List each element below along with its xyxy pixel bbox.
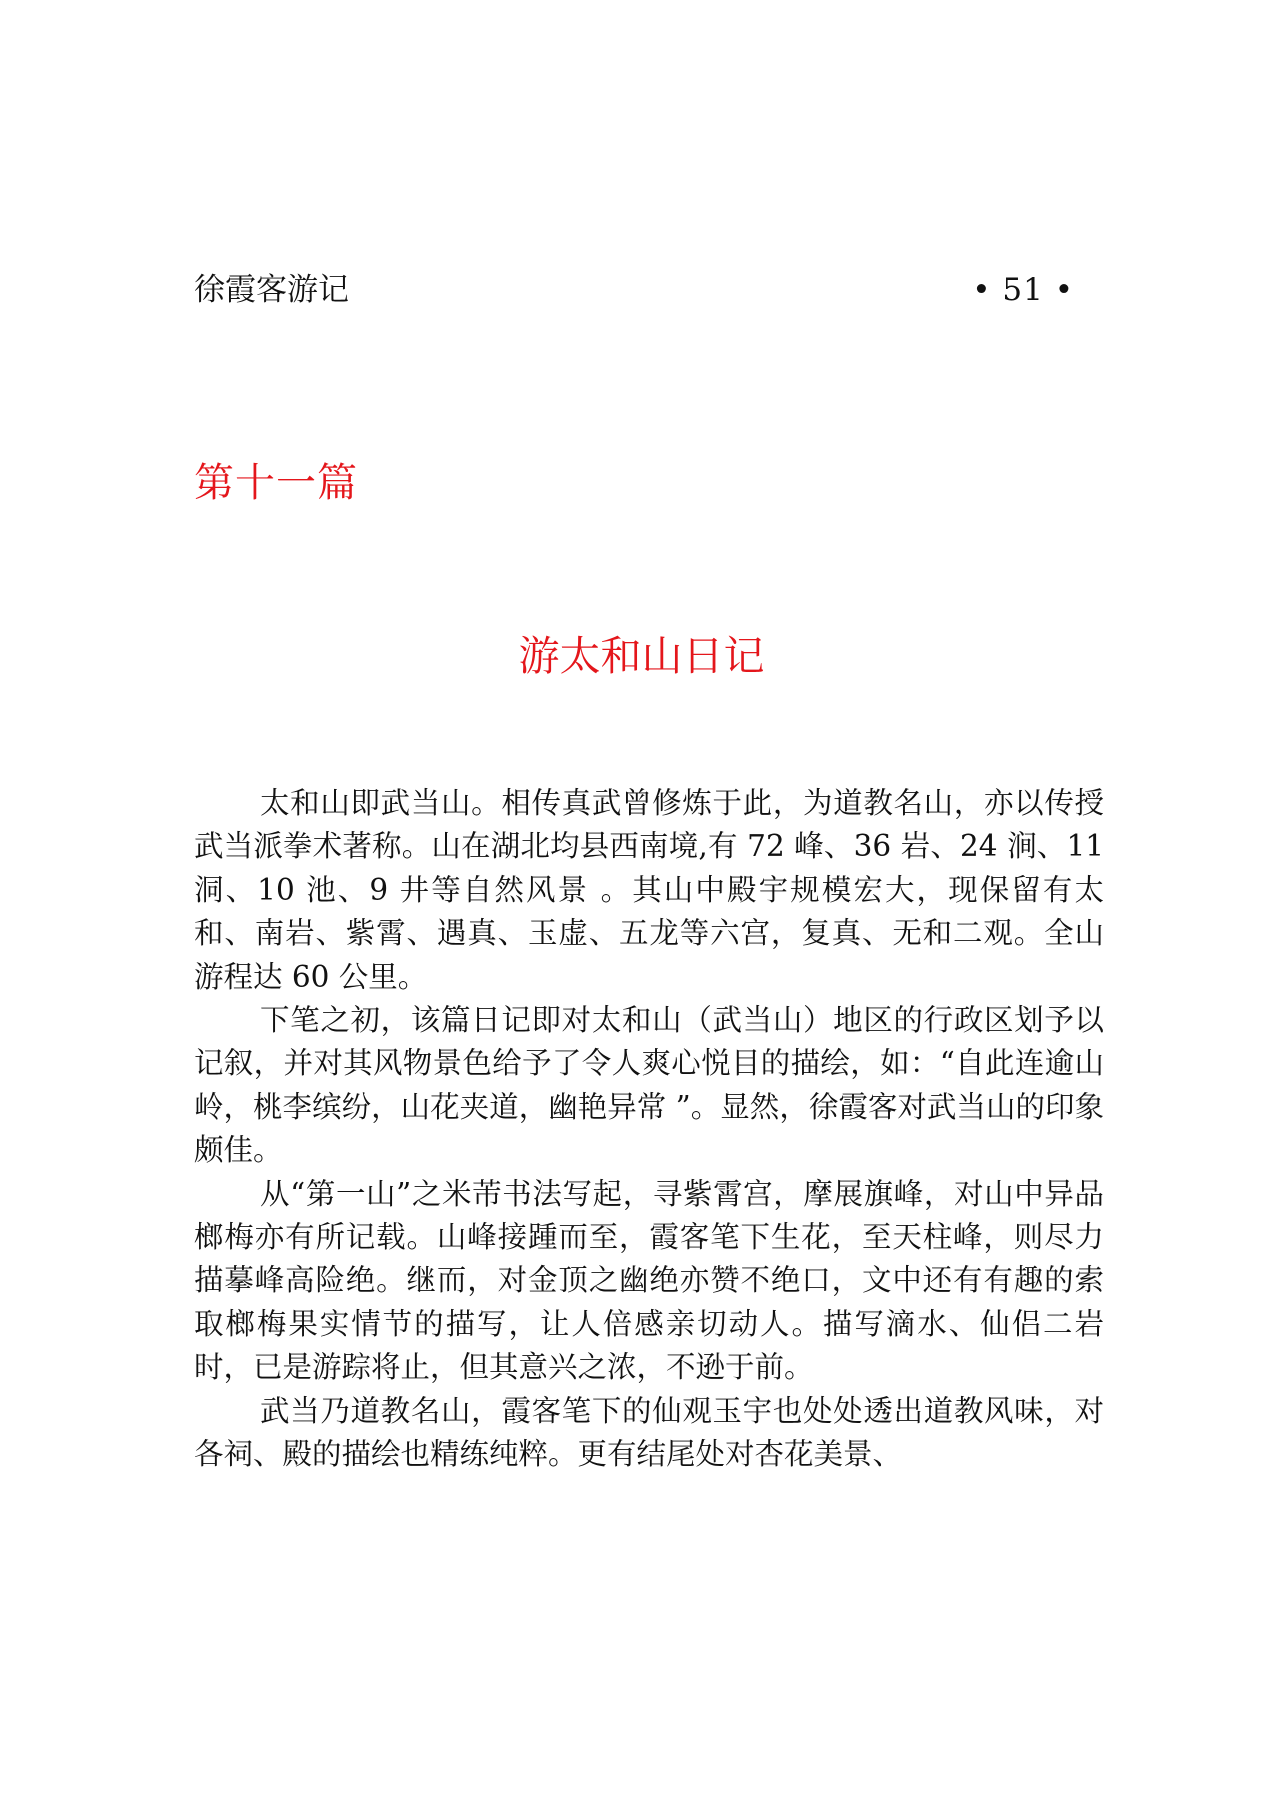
chapter-label: 第十一篇 — [194, 460, 358, 506]
book-title: 徐霞客游记 — [194, 272, 349, 308]
paragraph: 下笔之初，该篇日记即对太和山（武当山）地区的行政区划予以记叙，并对其风物景色给予了令人爽心悦目的描绘，如：“自此连逾山岭，桃李缤纷，山花夹道，幽艳异常 ”。显然，徐霞客对武当山的印象颇佳。 — [194, 1003, 1104, 1168]
body-text — [194, 782, 1104, 1477]
paragraph: 从“第一山”之米芾书法写起，寻紫霄宫，摩展旗峰，对山中异品榔梅亦有所记载。山峰接踵而至，霞客笔下生花，至天柱峰，则尽力描摹峰高险绝。继而，对金顶之幽绝亦赞不绝口，文中还有有趣的索取榔梅果实情节的描写，让人倍感亲切动人。描写滴水、仙侣二岩时，已是游踪将止，但其意兴之浓，不逊于前。 — [194, 1176, 1104, 1385]
paragraph: 武当乃道教名山，霞客笔下的仙观玉宇也处处透出道教风味，对各祠、殿的描绘也精练纯粹。更有结尾处对杏花美景、 — [194, 1393, 1104, 1472]
running-header — [194, 268, 1074, 312]
article-title: 游太和山日记 — [518, 632, 765, 680]
paragraph: 太和山即武当山。相传真武曾修炼于此，为道教名山，亦以传授武当派拳术著称。山在湖北均县西南境,有 72 峰、36 岩、24 涧、11 洞、10 池、9 井等自然风景 。其山中殿宇规模宏大，现保留有太和、南岩、紫霄、遇真、玉虚、五龙等六宫，复真、无和二观。全山游程达 60 公里。 — [194, 786, 1104, 994]
page-number: • 51 • — [972, 272, 1074, 308]
